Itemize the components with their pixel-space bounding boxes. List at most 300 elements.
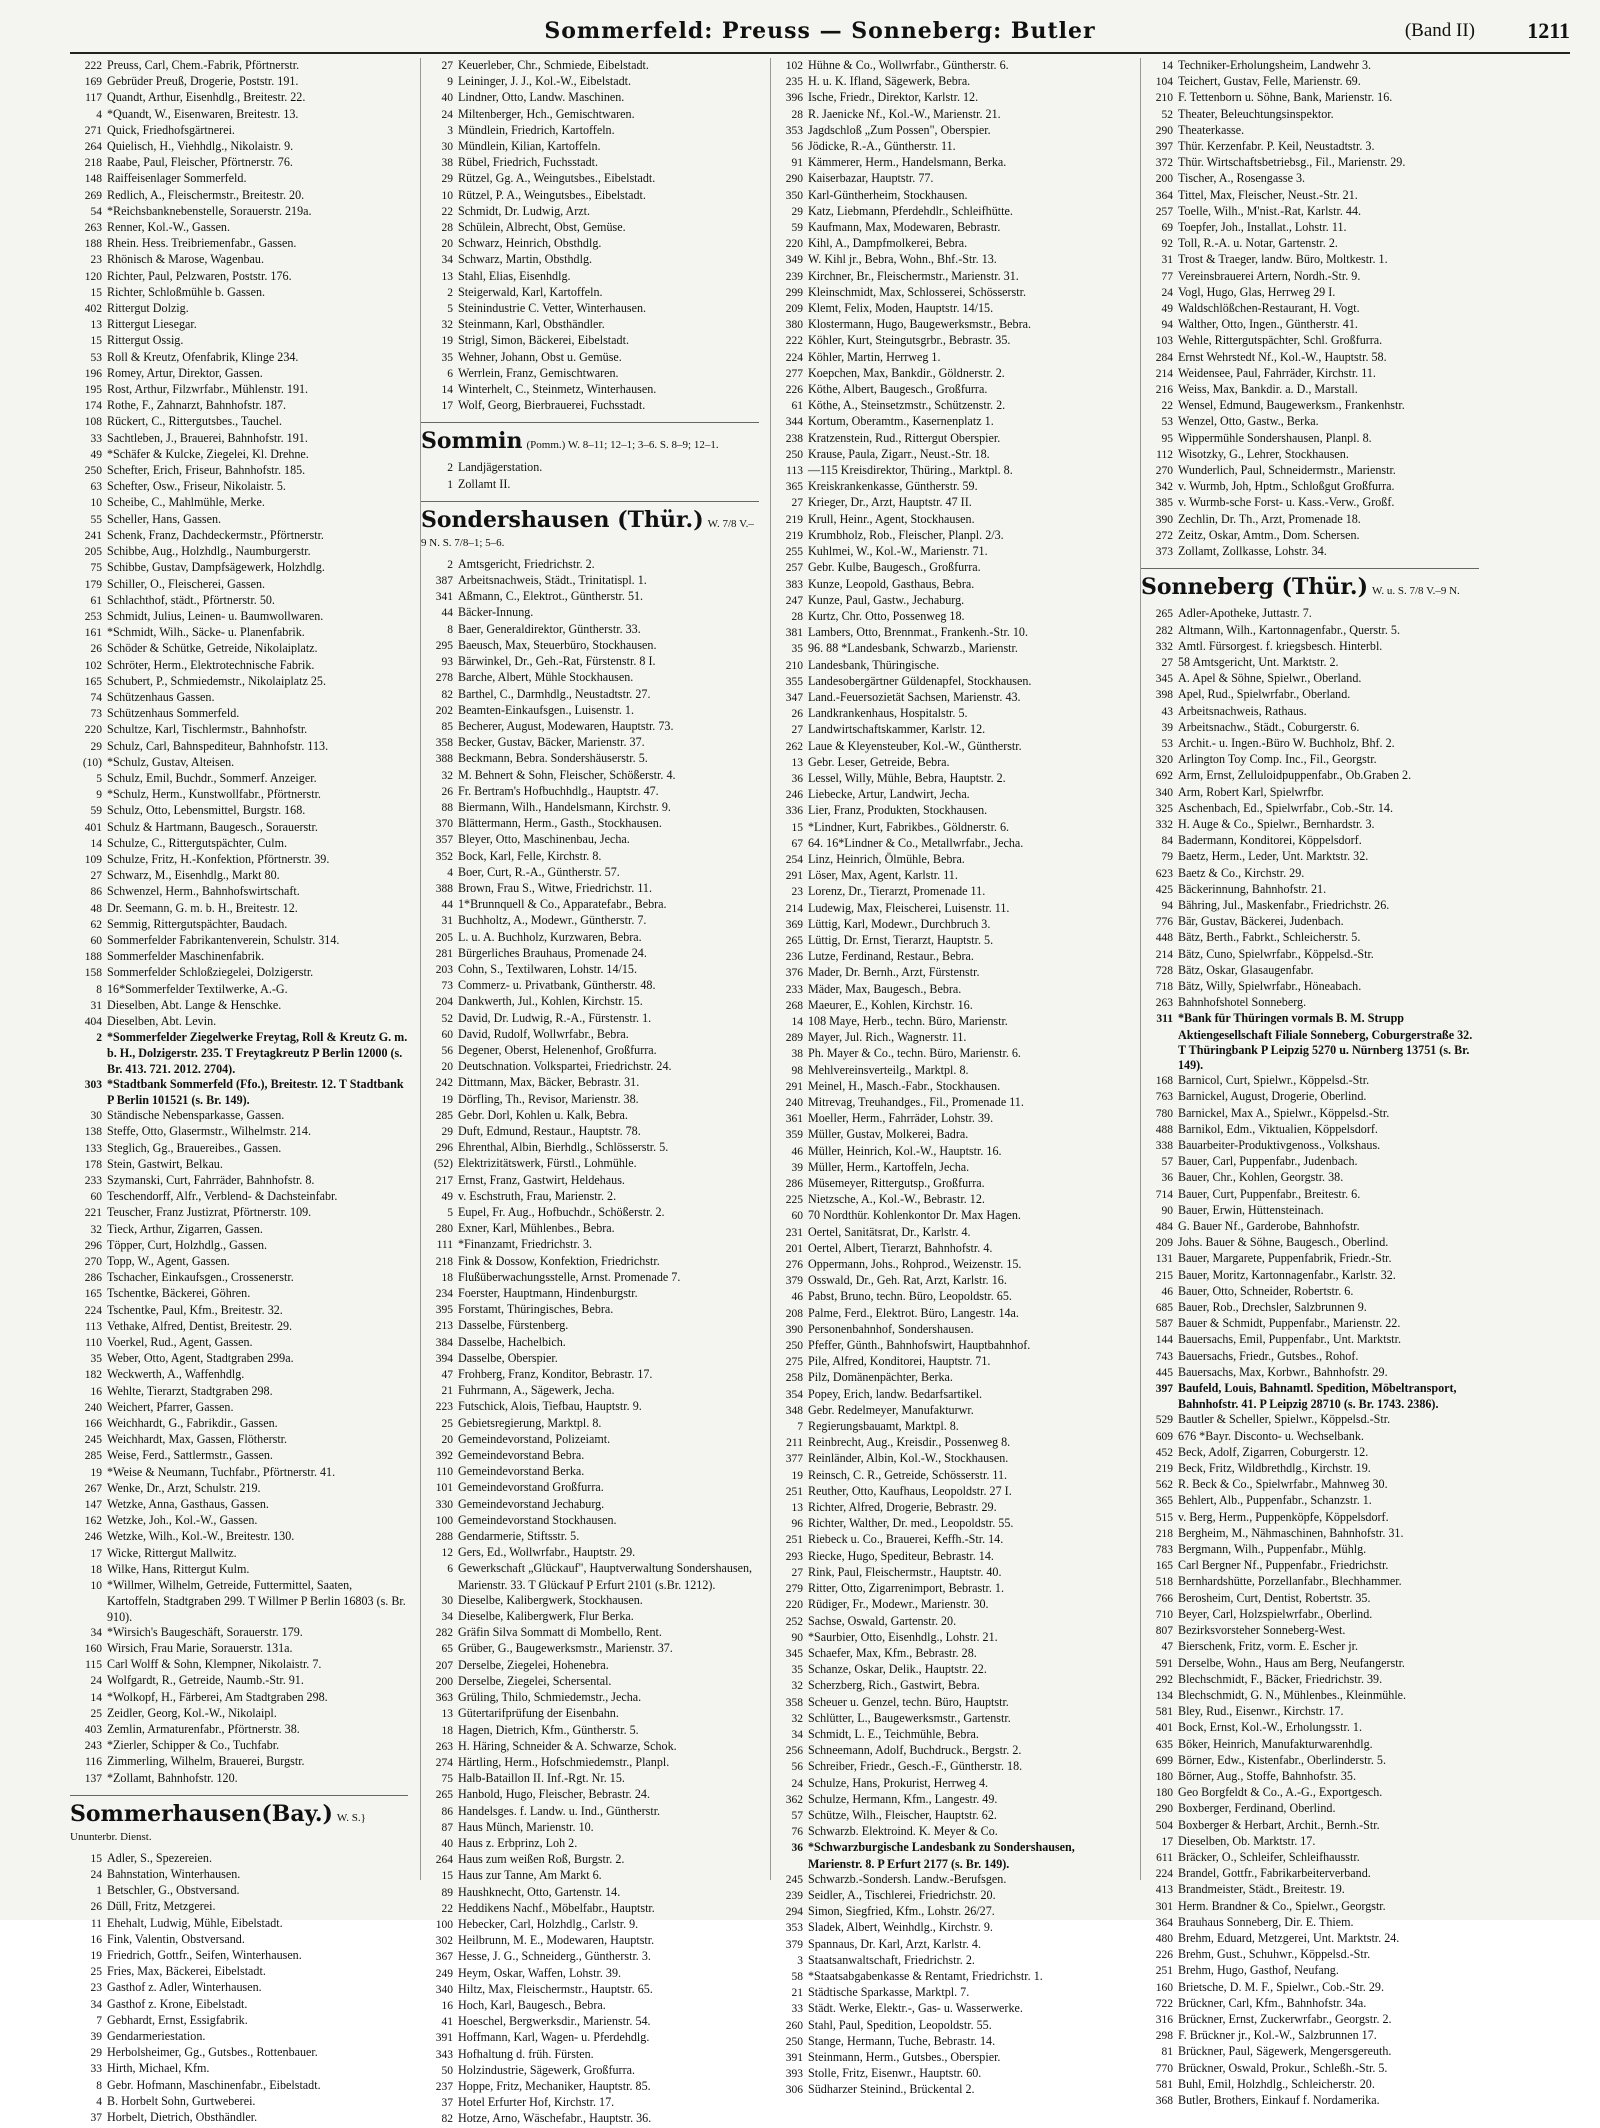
phone-number: 286 [785,1178,803,1191]
subscriber-text: Blechschmidt, G. N., Mühlenbes., Kleinmühle. [1178,1687,1407,1702]
subscriber-text: Wehle, Rittergutspächter, Schl. Großfurra. [1178,333,1383,348]
phone-number: 220 [84,724,102,737]
phone-number: 238 [785,432,803,445]
phone-number: 373 [1155,546,1173,559]
subscriber-text: Teuscher, Franz Justizrat, Pförtnerstr. 109. [107,1205,312,1220]
subscriber-text: Dasselbe, Hachelbich. [458,1334,566,1349]
phone-number: 53 [1161,416,1173,429]
subscriber-text: Zeidler, Georg, Kol.-W., Nikolaipl. [107,1705,277,1720]
phone-number: 17 [441,400,453,413]
directory-entry [771,933,1109,949]
phone-number: 251 [785,1534,803,1547]
directory-entry [70,1465,408,1481]
subscriber-text: Carl Bergner Nf., Puppenfabr., Friedrichstr. [1178,1558,1389,1573]
directory-entry [771,1192,1109,1208]
phone-number: 214 [1155,367,1173,380]
phone-number: 180 [1155,1787,1173,1800]
directory-entry [1141,431,1479,447]
phone-number: 36 [791,772,803,785]
phone-number: 21 [441,1385,453,1398]
phone-number: 18 [90,1563,102,1576]
phone-number: 217 [435,1174,453,1187]
subscriber-text: Städtische Sparkasse, Marktpl. 7. [808,1985,970,2000]
phone-number: 26 [90,1901,102,1914]
directory-entry [70,1335,408,1351]
phone-number: (52) [433,1158,453,1171]
phone-number: 282 [1155,624,1173,637]
directory-entry [421,994,759,1010]
directory-entry [421,1706,759,1722]
phone-number: 36 [791,1842,803,1855]
subscriber-text: Raiffeisenlager Sommerfeld. [107,171,247,186]
directory-entry [70,852,408,868]
phone-number: 35 [791,643,803,656]
subscriber-text: Techniker-Erholungsheim, Landwehr 3. [1178,58,1372,72]
directory-entry [421,978,759,994]
directory-entry [1141,606,1479,622]
directory-entry [771,1516,1109,1532]
directory-entry [771,1759,1109,1775]
subscriber-text: Oertel, Sanitätsrat, Dr., Karlstr. 4. [808,1224,971,1239]
subscriber-text: Schenk, Franz, Dachdeckermstr., Pförtnerstr. [107,527,324,542]
office-hours: W. u. S. 7/8 V.–9 N. [1371,585,1460,598]
phone-number: 26 [441,785,453,798]
directory-entry [70,1980,408,1996]
directory-entry [1141,1235,1479,1251]
directory-entry [70,188,408,204]
subscriber-text: Elektrizitätswerk, Fürstl., Lohmühle. [458,1156,637,1171]
subscriber-text: Brückner, Carl, Kfm., Bahnhofstr. 34a. [1178,1995,1367,2010]
directory-entry [771,1614,1109,1630]
subscriber-text: Weise, Ferd., Sattlermstr., Gassen. [107,1448,273,1463]
subscriber-text: Blechschmidt, F., Bäcker, Friedrichstr. 39. [1178,1671,1383,1686]
phone-number: 165 [84,1288,102,1301]
subscriber-text: Semmig, Rittergutspächter, Baudach. [107,916,288,931]
subscriber-text: Aßmann, C., Elektrot., Güntherstr. 51. [458,589,644,604]
phone-number: 219 [1155,1463,1173,1476]
subscriber-text: Töpper, Curt, Holzhdlg., Gassen. [107,1237,268,1252]
directory-entry [70,1030,408,1077]
directory-entry [1141,979,1479,995]
directory-entry [1141,671,1479,687]
directory-entry [70,350,408,366]
subscriber-text: Hoppe, Fritz, Mechaniker, Hauptstr. 85. [458,2078,651,2093]
subscriber-text: Bock, Karl, Felle, Kirchstr. 8. [458,848,602,863]
phone-number: 116 [85,1756,102,1769]
phone-number: 21 [791,1987,803,2000]
phone-number: 286 [84,1272,102,1285]
directory-entry [1141,1122,1479,1138]
phone-number: 8 [447,623,453,636]
phone-number: 766 [1155,1592,1173,1605]
directory-entry [1141,1980,1479,1996]
subscriber-text: Theater, Beleuchtungsinspektor. [1178,106,1334,121]
directory-entry [1141,544,1479,560]
phone-number: 203 [435,963,453,976]
subscriber-text: Hoeschel, Bergwerksdir., Marienstr. 54. [458,2014,651,2029]
phone-number: 34 [441,254,453,267]
subscriber-text: Popey, Erich, landw. Bedarfsartikel. [808,1386,983,1401]
phone-number: 73 [441,980,453,993]
subscriber-text: Beckmann, Bebra. Sondershäuserstr. 5. [458,751,648,766]
phone-number: 298 [1155,2030,1173,2043]
subscriber-text: Altmann, Wilh., Kartonnagenfabr., Querstr. 5. [1178,622,1400,637]
phone-number: 39 [791,1161,803,1174]
directory-entry [771,1953,1109,1969]
directory-entry [771,1662,1109,1678]
subscriber-text: Wolfgardt, R., Getreide, Naumb.-Str. 91. [107,1673,304,1688]
directory-entry [421,784,759,800]
directory-entry [1141,479,1479,495]
phone-number: 397 [1155,1383,1173,1396]
subscriber-text: Strigl, Simon, Bäckerei, Eibelstadt. [458,333,629,348]
directory-entry [1141,1316,1479,1332]
subscriber-text: Fink, Valentin, Obstversand. [107,1931,245,1946]
directory-entry [1141,1558,1479,1574]
phone-number: 306 [785,2084,803,2097]
subscriber-text: Ehrenthal, Albin, Bierhdlg., Schlösserstr. 5. [458,1140,669,1155]
directory-entry [771,269,1109,285]
subscriber-text: Stolle, Fritz, Eisenwr., Hauptstr. 60. [808,2066,982,2081]
phone-number: 214 [1155,948,1173,961]
directory-entry [421,1335,759,1351]
phone-number: 115 [85,1659,102,1672]
subscriber-text: Halb-Bataillon II. Inf.-Rgt. Nr. 15. [458,1771,625,1786]
subscriber-text: Tschacher, Einkaufsgen., Crossenerstr. [107,1270,294,1285]
phone-number: 275 [785,1356,803,1369]
phone-number: 250 [785,448,803,461]
phone-number: 320 [1155,754,1173,767]
phone-number: 222 [84,60,102,72]
directory-entry [771,2066,1109,2082]
directory-entry [771,236,1109,252]
subscriber-text: Arbeitsnachweis, Rathaus. [1178,703,1307,718]
phone-number: 79 [1161,851,1173,864]
phone-number: 591 [1155,1657,1173,1670]
phone-number: 370 [435,818,453,831]
subscriber-text: Krieger, Dr., Arzt, Hauptstr. 47 II. [808,495,972,510]
directory-entry [421,930,759,946]
directory-entry [421,269,759,285]
phone-number: 722 [1155,1997,1173,2010]
subscriber-text: Brückner, Oswald, Prokur., Schleßh.-Str. 5. [1178,2060,1388,2075]
subscriber-text: Buchholtz, A., Modewr., Güntherstr. 7. [458,913,647,928]
phone-number: 292 [1155,1673,1173,1686]
directory-entry [70,674,408,690]
subscriber-text: Tschentke, Paul, Kfm., Breitestr. 32. [107,1302,283,1317]
directory-entry [421,1286,759,1302]
phone-number: 780 [1155,1107,1173,1120]
subscriber-text: Reinländer, Albin, Kol.-W., Stockhausen. [808,1451,1009,1466]
directory-entry [70,1657,408,1673]
subscriber-text: Grüber, G., Baugewerksmstr., Marienstr. 37. [458,1641,673,1656]
directory-entry [1141,252,1479,268]
subscriber-text: Rützel, Gg. A., Weingutsbes., Eibelstadt. [458,171,656,186]
subscriber-text: Mäder, Max, Baugesch., Bebra. [808,981,962,996]
subscriber-text: Meinel, H., Masch.-Fabr., Stockhausen. [808,1078,1001,1093]
directory-entry [70,171,408,187]
phone-number: 37 [90,2111,102,2124]
subscriber-text: Zechlin, Dr. Th., Arzt, Promenade 18. [1178,511,1361,526]
subscriber-text: Hotel Erfurter Hof, Kirchstr. 17. [458,2095,615,2110]
phone-number: 372 [1155,157,1173,170]
subscriber-text: Adler-Apotheke, Juttastr. 7. [1178,606,1312,621]
subscriber-text: Börner, Aug., Stoffe, Bahnhofstr. 35. [1178,1768,1356,1783]
phone-number: 274 [435,1756,453,1769]
subscriber-text: 1*Brunnquell & Co., Apparatefabr., Bebra. [458,897,667,912]
subscriber-text: Rittergut Ossig. [107,333,184,348]
subscriber-text: Haus z. Erbprinz, Loh 2. [458,1835,578,1850]
subscriber-text: Tischer, A., Rosengasse 3. [1178,171,1306,186]
subscriber-text: Wehner, Johann, Obst u. Gemüse. [458,349,622,364]
directory-entry [70,901,408,917]
phone-number: 504 [1155,1819,1173,1832]
phone-number: 102 [84,659,102,672]
phone-number: 55 [90,513,102,526]
directory-entry [421,816,759,832]
subscriber-text: Adler, S., Spezereien. [107,1850,212,1865]
directory-entry [1141,1915,1479,1931]
directory-entry [70,755,408,771]
directory-entry [70,1964,408,1980]
phone-number: 4 [447,866,453,879]
phone-number: 623 [1155,867,1173,880]
directory-entry [771,463,1109,479]
directory-entry [421,1480,759,1496]
subscriber-text: Schmidt, Dr. Ludwig, Arzt. [458,203,591,218]
phone-number: 19 [441,1093,453,1106]
town-section-heading [70,1795,408,1845]
subscriber-text: Beck, Adolf, Zigarren, Coburgerstr. 12. [1178,1444,1369,1459]
subscriber-text: Arm, Robert Karl, Spielwrfbr. [1178,784,1324,799]
phone-number: 201 [785,1242,803,1255]
directory-entry [70,1738,408,1754]
directory-entry [421,382,759,398]
directory-entry [70,739,408,755]
directory-entry [1141,1704,1479,1720]
directory-entry [70,1883,408,1899]
subscriber-text: Weidensee, Paul, Fahrräder, Kirchstr. 11. [1178,365,1376,380]
directory-entry [1141,1688,1479,1704]
phone-number: 368 [1155,2094,1173,2107]
directory-entry [421,171,759,187]
phone-number: 204 [435,996,453,1009]
subscriber-text: Schneemann, Adolf, Buchdruck., Bergstr. 2. [808,1743,1022,1758]
directory-entry [771,204,1109,220]
phone-number: 394 [435,1352,453,1365]
phone-number: 52 [441,1012,453,1025]
phone-number: 31 [441,915,453,928]
directory-entry [771,1969,1109,1985]
phone-number: 345 [1155,673,1173,686]
directory-entry [421,1771,759,1787]
phone-number: 249 [435,1967,453,1980]
phone-number: 4 [96,2095,102,2108]
subscriber-text: H. Häring, Schneider & A. Schwarze, Schok. [458,1738,677,1753]
subscriber-text: Barnicol, Curt, Spielwr., Köppelsd.-Str. [1178,1073,1370,1088]
subscriber-text: Landwirtschaftskammer, Karlstr. 12. [808,722,986,737]
directory-entry [771,787,1109,803]
subscriber-text: Vereinsbrauerei Artern, Nordh.-Str. 9. [1178,268,1361,283]
subscriber-text: Arbeitsnachw., Städt., Coburgerstr. 6. [1178,719,1360,734]
directory-entry [1141,866,1479,882]
phone-number: 718 [1155,980,1173,993]
directory-entry [421,1221,759,1237]
subscriber-text: Schreiber, Friedr., Gesch.-F., Güntherstr. 18. [808,1759,1023,1774]
phone-number: 9 [96,789,102,802]
phone-number: 518 [1155,1576,1173,1589]
phone-number: 264 [84,141,102,154]
subscriber-text: 64. 16*Lindner & Co., Metallwrfabr., Jecha. [808,835,1024,850]
phone-number: 270 [1155,465,1173,478]
directory-entry [70,1448,408,1464]
subscriber-text: Eupel, Fr. Aug., Hofbuchdr., Schößerstr. 2. [458,1205,665,1219]
phone-number: 162 [84,1515,102,1528]
phone-number: 268 [785,999,803,1012]
subscriber-text: Bezirksvorsteher Sonneberg-West. [1178,1623,1346,1638]
directory-entry [421,1545,759,1561]
subscriber-text: Karl-Güntherheim, Stockhausen. [808,187,968,202]
subscriber-text: Gebr. Dorl, Kohlen u. Kalk, Bebra. [458,1107,628,1122]
phone-number: 82 [441,2113,453,2126]
directory-entry [1141,1591,1479,1607]
directory-entry [771,1419,1109,1435]
subscriber-text: Schwarzb.-Sondersh. Landw.-Berufsgen. [808,1871,1007,1886]
directory-entry [70,1254,408,1270]
directory-entry [771,1678,1109,1694]
subscriber-text: Hoch, Karl, Baugesch., Bebra. [458,1997,606,2012]
subscriber-text: 96. 88 *Landesbank, Schwarzb., Marienstr. [808,641,1018,656]
directory-entry [771,982,1109,998]
phone-number: 376 [785,967,803,980]
directory-entry [1141,1349,1479,1365]
subscriber-text: Nietzsche, A., Kol.-W., Bebrastr. 12. [808,1192,985,1207]
subscriber-text: Bätz, Berth., Fabrkt., Schleicherstr. 5. [1178,930,1361,945]
directory-entry [771,1225,1109,1241]
subscriber-text: Osswald, Dr., Geh. Rat, Arzt, Karlstr. 16. [808,1273,1007,1288]
subscriber-text: Rost, Arthur, Filzwrfabr., Mühlenstr. 191. [107,382,309,397]
phone-number: 39 [90,2030,102,2043]
phone-number: 352 [435,850,453,863]
phone-number: 258 [785,1372,803,1385]
phone-number: 39 [1161,721,1173,734]
phone-number: 14 [1161,60,1173,72]
phone-number: 19 [441,335,453,348]
subscriber-text: Liebecke, Artur, Landwirt, Jecha. [808,787,970,802]
directory-entry [70,1384,408,1400]
directory-entry [421,58,759,74]
subscriber-text: Schlachthof, städt., Pförtnerstr. 50. [107,592,275,607]
directory-entry [421,1529,759,1545]
subscriber-text: Winterhelt, C., Steinmetz, Winterhausen. [458,382,657,397]
directory-entry [421,1966,759,1982]
subscriber-text: Steglich, Gg., Brauereibes., Gassen. [107,1140,282,1155]
phone-number: 101 [435,1482,453,1495]
phone-number: 237 [435,2080,453,2093]
phone-number: 245 [84,1434,102,1447]
directory-entry [421,1302,759,1318]
subscriber-text: R. Beck & Co., Spielwrfabr., Mahnweg 30. [1178,1477,1388,1492]
directory-entry [70,836,408,852]
phone-number: 147 [84,1499,102,1512]
subscriber-text: Bernhardshütte, Porzellanfabr., Blechhammer. [1178,1574,1402,1589]
directory-entry [1141,655,1479,671]
subscriber-text: Krull, Heinr., Agent, Stockhausen. [808,511,975,526]
subscriber-text: Archit.- u. Ingen.-Büro W. Buchholz, Bhf. 2. [1178,735,1395,750]
phone-number: 16 [90,1385,102,1398]
subscriber-text: Bärwinkel, Dr., Geh.-Rat, Fürstenstr. 8 I. [458,654,656,669]
phone-number: 53 [90,351,102,364]
subscriber-text: Trost & Traeger, landw. Büro, Moltkestr. 1. [1178,252,1388,267]
directory-entry [771,868,1109,884]
phone-number: 353 [785,1922,803,1935]
phone-number: 222 [785,335,803,348]
phone-number: 807 [1155,1625,1173,1638]
phone-number: 158 [84,967,102,980]
subscriber-text: Derselbe, Ziegelei, Schersental. [458,1673,612,1688]
directory-entry [421,350,759,366]
phone-number: 311 [1156,1013,1173,1026]
phone-number: 110 [436,1466,453,1479]
subscriber-text: Müller, Heinrich, Kol.-W., Hauptstr. 16. [808,1143,1002,1158]
subscriber-text: Gendarmeriestation. [107,2028,206,2043]
subscriber-text: Hotze, Arno, Wäschefabr., Hauptstr. 36. [458,2111,652,2126]
subscriber-text: Schulz, Emil, Buchdr., Sommerf. Anzeiger. [107,770,317,785]
subscriber-text: Wehlte, Tierarzt, Stadtgraben 298. [107,1383,273,1398]
subscriber-text: Biermann, Wilh., Handelsmann, Kirchstr. 9. [458,799,671,814]
directory-entry [70,1625,408,1641]
subscriber-text: Duft, Edmund, Restaur., Hauptstr. 78. [458,1123,641,1138]
subscriber-text: Haushknecht, Otto, Gartenstr. 14. [458,1884,621,1899]
phone-number: 63 [90,481,102,494]
subscriber-text: Teschendorff, Alfr., Verblend- & Dachsteinfabr. [107,1189,338,1204]
directory-entry [70,123,408,139]
directory-entry [771,1176,1109,1192]
directory-entry [70,1851,408,1867]
directory-entry [70,1400,408,1416]
directory-entry [1141,1268,1479,1284]
directory-entry [70,2029,408,2045]
directory-entry [70,625,408,641]
directory-entry [1141,882,1479,898]
phone-number: 285 [435,1109,453,1122]
directory-entry [771,1403,1109,1419]
directory-entry [421,654,759,670]
phone-number: 281 [435,947,453,960]
subscriber-text: H. Auge & Co., Spielwr., Bernhardstr. 3. [1178,816,1375,831]
phone-number: 396 [785,92,803,105]
directory-entry [771,139,1109,155]
directory-entry [1141,1219,1479,1235]
directory-entry [70,528,408,544]
directory-entry [421,1092,759,1108]
phone-number: 31 [90,999,102,1012]
subscriber-text: Dieselben, Abt. Lange & Henschke. [107,997,282,1012]
subscriber-text: Gebrüder Preuß, Drogerie, Poststr. 191. [107,74,299,89]
phone-number: 288 [435,1531,453,1544]
phone-number: 32 [791,1680,803,1693]
phone-number: 213 [435,1320,453,1333]
subscriber-text: Dieselben, Ob. Marktstr. 17. [1178,1833,1316,1848]
directory-entry [70,2045,408,2061]
directory-entry [771,1872,1109,1888]
subscriber-text: Wisotzky, G., Lehrer, Stockhausen. [1178,446,1349,461]
subscriber-text: *Quandt, W., Eisenwaren, Breitestr. 13. [107,106,299,121]
subscriber-text: Roll & Kreutz, Ofenfabrik, Klinge 234. [107,349,299,364]
subscriber-text: Berosheim, Curt, Dentist, Robertstr. 35. [1178,1590,1371,1605]
phone-number: 262 [785,740,803,753]
directory-entry [771,90,1109,106]
